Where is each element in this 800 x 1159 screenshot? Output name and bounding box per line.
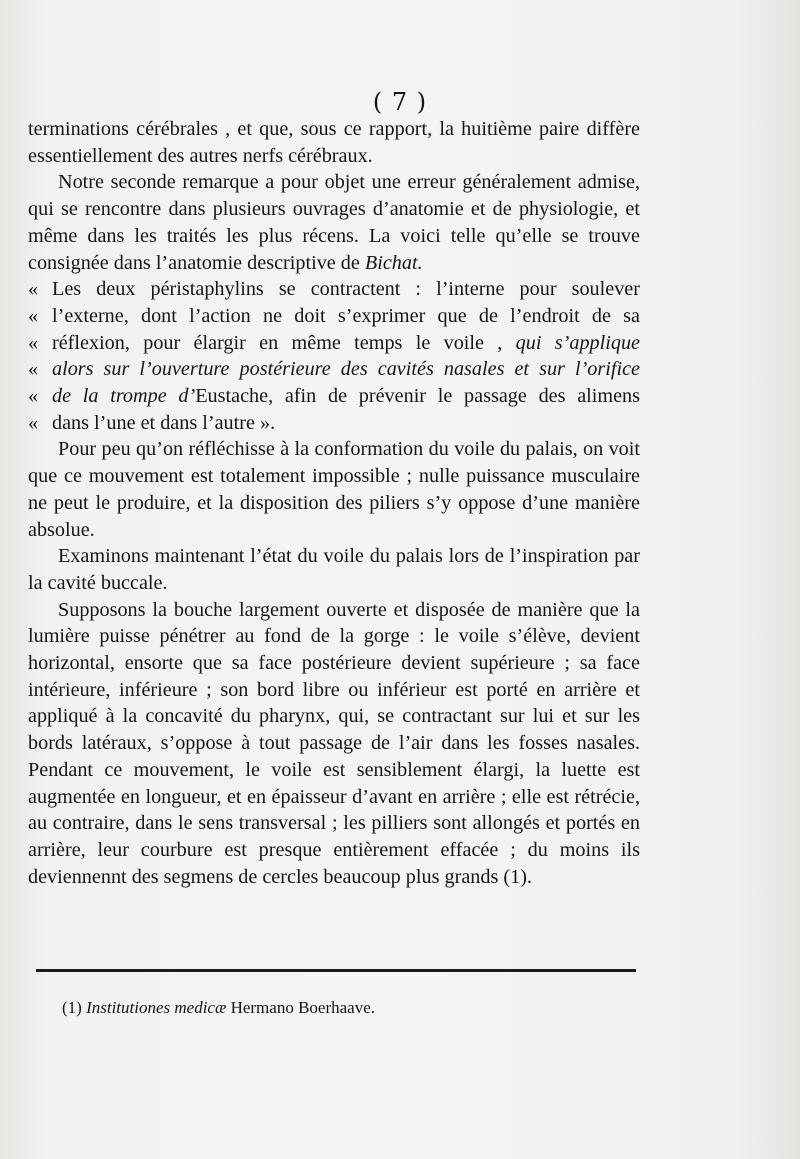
paragraph-5 [28,597,640,891]
paragraph-3-text: Pour peu qu’on réfléchisse à la conformation du voile du palais, on voit que ce mouvement est totalement impossible ; nulle puissance musculaire ne peut le produire, et la disposition des piliers s’y oppose d’une manière absolue. [28,438,640,541]
quote-line-4 [28,356,640,383]
paragraph-2-text: Notre seconde remarque a pour objet une erreur généralement admise, qui se rencontre dans plusieurs ouvrages d’anatomie et de physiologie, et même dans les traités les plus récens. La voici telle qu’elle se trouve consignée dans l’anatomie descriptive de [28,171,640,274]
paragraph-4-text: Examinons maintenant l’état du voile du palais lors de l’inspiration par la cavité buccale. [28,545,640,594]
footnote-author: Hermano Boerhaave. [230,998,375,1017]
quote-line-2 [28,303,640,330]
quote-line-2-text: l’externe, dont l’action ne doit s’exprimer que de l’endroit de sa [52,304,640,327]
bichat-name: Bichat. [364,251,423,274]
paragraph-1 [28,116,640,169]
quote-line-6 [28,410,640,437]
footnote-title: Institutiones medicæ [86,998,227,1017]
quote-line-5-italic: de la trompe d’ [52,385,196,408]
paragraph-1-text: terminations cérébrales , et que, sous ce rapport, la huitième paire diffère essentiellement des autres nerfs cérébraux. [28,118,640,167]
quote-mark: « [28,278,39,301]
quote-mark: « [28,385,39,408]
main-text [28,116,640,890]
quote-mark: « [28,358,39,381]
quote-close: ». [259,411,276,434]
quote-line-4-italic: alors sur l’ouverture postérieure des cavités nasales et sur l’orifice [52,358,640,381]
quote-mark: « [28,304,39,327]
quote-line-3-italic: qui s’applique [515,331,641,354]
quote-mark: « [28,411,39,434]
paragraph-5-text: Supposons la bouche largement ouverte et disposée de manière que la lumière puisse pénétrer au fond de la gorge : le voile s’élève, devient horizontal, ensorte que sa face postérieure devient supérieure ; sa face intérieure, inférieure ; son bord libre ou inférieur est porté en arrière et appliqué à la concavité du pharynx, qui, se contractant sur lui et sur les bords latéraux, s’oppose à tout passage de l’air dans les fosses nasales. Pendant ce mouvement, le voile est sensiblement élargi, la luette est augmentée en longueur, et en épaisseur d’avant en arrière ; elle est rétrécie, au contraire, dans le sens transversal ; les pilliers sont allongés et portés en arrière, leur courbure est presque entièrement effacée ; du moins ils deviennennt des segmens de cercles beaucoup plus grands [28,598,640,888]
quote-line-6-text: dans l’une et dans l’autre [52,411,255,434]
footnote-reference: (1). [503,865,532,888]
quote-line-3 [28,330,640,357]
footnote [62,997,622,1019]
quote-line-1-text: Les deux péristaphylins se contractent : l’interne pour soulever [52,278,640,301]
quote-line-1 [28,276,640,303]
paragraph-4 [28,543,640,596]
paragraph-2 [28,169,640,276]
quote-line-3-text: réflexion, pour élargir en même temps le voile , [52,331,503,354]
quote-mark: « [28,331,39,354]
paragraph-3 [28,436,640,543]
quote-line-5 [28,383,640,410]
page-number: ( 7 ) [372,88,428,116]
footnote-divider [36,969,636,972]
bichat-quotation [28,276,640,436]
footnote-marker: (1) [62,998,82,1017]
quote-line-5-text: Eustache, afin de prévenir le passage des alimens [195,385,641,408]
